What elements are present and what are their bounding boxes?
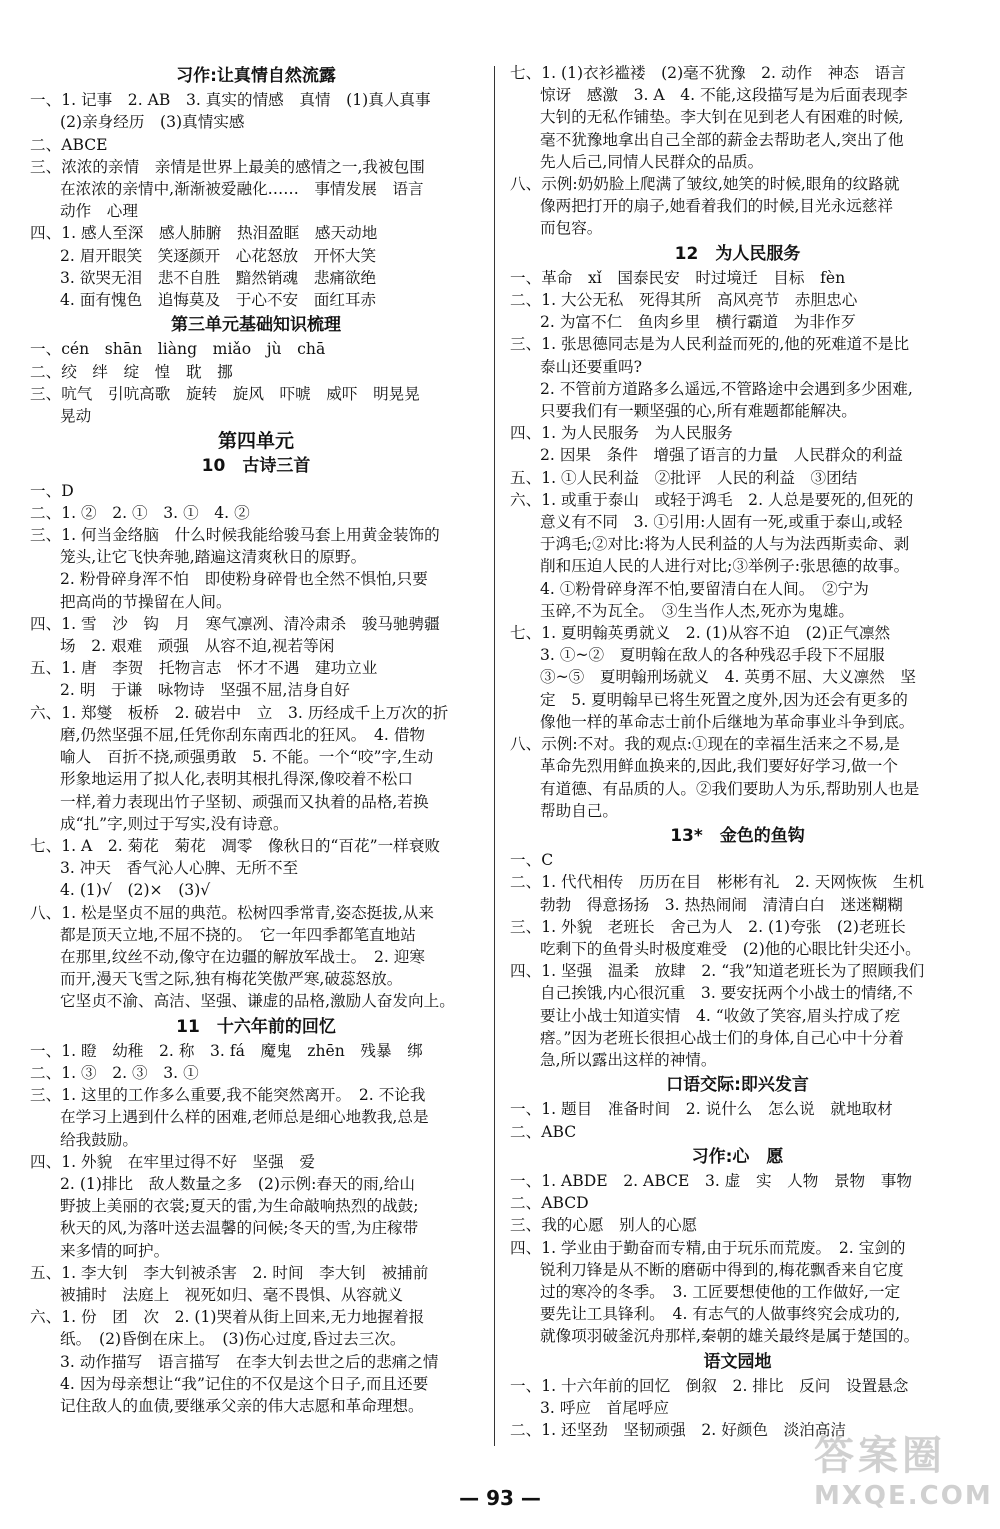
answer-line: 七、1. (1)衣衫褴褛 (2)毫不犹豫 2. 动作 神态 语言 [510, 64, 906, 82]
watermark-top: 答案圈 [814, 1433, 946, 1479]
answer-line-continued: 3. 呼应 首尾呼应 [540, 1398, 669, 1417]
answer-line-continued: 2. 为富不仁 鱼肉乡里 横行霸道 为非作歹 [540, 313, 857, 332]
watermark-logo [814, 1431, 994, 1521]
answer-line: 二、ABCD [510, 1194, 589, 1213]
answer-line: 二、1. ③ 2. ③ 3. ① [30, 1063, 199, 1082]
answer-line-continued: 大钊的无私作铺垫。李大钊在见到老人有困难的时候, [540, 108, 904, 127]
answer-line-continued: 玉碎,不为瓦全。 ③生当作人杰,死亦为鬼雄。 [540, 601, 854, 620]
answer-line: 三、我的心愿 别人的心愿 [510, 1216, 698, 1235]
answer-line: 三、1. 这里的工作多么重要,我不能突然离开。 2. 不论我 [30, 1086, 426, 1105]
answer-line: 四、1. 学业由于勤奋而专精,由于玩乐而荒废。 2. 宝剑的 [510, 1238, 906, 1257]
answer-line: 一、革命 xǐ 国泰民安 时过境迁 目标 fèn [510, 268, 846, 287]
answer-line-continued: 4. (1)√ (2)× (3)√ [60, 881, 211, 900]
answer-line-continued: 泰山还要重吗? [540, 357, 642, 376]
answer-line-continued: 而开,漫天飞雪之际,独有梅花笑傲严寒,破蕊怒放。 [60, 970, 403, 989]
answer-line-continued: 2. 眉开眼笑 笑逐颜开 心花怒放 开怀大笑 [60, 246, 377, 265]
answer-line-continued: 野披上美丽的衣裳;夏天的雷,为生命敲响热烈的战鼓; [60, 1197, 419, 1216]
answer-line: 四、1. 坚强 温柔 放肆 2. “我”知道老班长为了照顾我们 [510, 962, 925, 981]
answer-line-continued: 2. 粉骨碎身浑不怕 即使粉身碎骨也全然不惧怕,只要 [60, 570, 428, 589]
answer-line-continued: 3. 动作描写 语言描写 在李大钊去世之后的悲痛之情 [60, 1352, 439, 1371]
answer-line-continued: 3. 冲天 香气沁人心脾、无所不至 [60, 859, 299, 878]
answer-line-continued: 在浓浓的亲情中,渐渐被爱融化…… 事情发展 语言 [60, 180, 424, 199]
answer-line-continued: 3. 欲哭无泪 悲不自胜 黯然销魂 悲痛欲绝 [60, 268, 377, 287]
answer-line-continued: 帮助自己。 [540, 801, 618, 820]
answer-line: 二、绞 绊 绽 惶 耽 挪 [30, 362, 233, 381]
answer-line-continued: 要先让工具锋利。 4. 有志气的人做事终究会成功的, [540, 1305, 901, 1324]
answer-line-continued: 在那里,纹丝不动,像守在边疆的解放军战士。 2. 迎寒 [60, 947, 426, 966]
answer-line-continued: 2. (1)排比 敌人数量之多 (2)示例:春天的雨,给山 [60, 1174, 415, 1193]
answer-line-continued: 锐利刀锋是从不断的磨砺中得到的,梅花飘香来自它度 [540, 1260, 904, 1279]
answer-line: 二、ABC [510, 1122, 577, 1141]
answer-line-continued: 纸。 (2)昏倒在床上。 (3)伤心过度,昏过去三次。 [60, 1330, 406, 1349]
answer-line: 三、1. 外貌 老班长 舍己为人 2. (1)夸张 (2)老班长 [510, 917, 906, 936]
answer-line: 一、1. 瞪 幼稚 2. 称 3. fá 魔鬼 zhēn 残暴 绑 [30, 1041, 423, 1060]
answer-line-continued: 就像项羽破釜沉舟那样,秦朝的雄关最终是属于楚国的。 [540, 1327, 920, 1346]
answer-line: 一、1. 十六年前的回忆 倒叙 2. 排比 反问 设置悬念 [510, 1376, 909, 1395]
answer-line-continued: (2)亲身经历 (3)真情实感 [60, 113, 245, 132]
answer-line-continued: 于鸿毛;②对比:将为人民利益的人与为法西斯卖命、剥 [540, 535, 910, 554]
answer-line-continued: 4. ①粉骨碎身浑不怕,要留清白在人间。 ②宁为 [540, 579, 869, 598]
answer-line: 一、C [510, 851, 554, 870]
answer-line: 五、1. 唐 李贺 托物言志 怀才不遇 建功立业 [30, 659, 378, 678]
section-heading: 口语交际:即兴发言 [666, 1075, 809, 1096]
answer-line: 二、1. 代代相传 历历在目 彬彬有礼 2. 天网恢恢 生机 [510, 873, 924, 892]
answer-line-continued: 2. 因果 条件 增强了语言的力量 人民群众的利益 [540, 446, 903, 465]
answer-line: 六、1. 份 团 次 2. (1)哭着从街上回来,无力地握着报 [30, 1308, 425, 1327]
answer-line: 八、示例:奶奶脸上爬满了皱纹,她笑的时候,眼角的纹路就 [510, 175, 900, 194]
answer-line: 一、1. ABDE 2. ABCE 3. 虚 实 人物 景物 事物 [510, 1171, 912, 1190]
answer-line: 一、cén shān liàng miǎo jù chā [30, 340, 326, 359]
answer-line-continued: 它坚贞不渝、高洁、坚强、谦虚的品格,激励人奋发向上。 [60, 992, 455, 1011]
answer-line: 五、1. ①人民利益 ②批评 人民的利益 ③团结 [510, 468, 858, 487]
answer-line: 一、1. 记事 2. AB 3. 真实的情感 真情 (1)真人真事 [30, 91, 431, 110]
answer-line-continued: 喻人 百折不挠,顽强勇敢 5. 不能。一个“咬”字,生动 [60, 748, 434, 767]
answer-line-continued: 自己挨饿,内心很沉重 3. 要安抚两个小战士的情绪,不 [540, 984, 913, 1003]
answer-line: 二、1. ② 2. ① 3. ① 4. ② [30, 503, 250, 522]
answer-line-continued: 革命先烈用鲜血换来的,因此,我们要好好学习,做一个 [540, 757, 898, 776]
answer-line-continued: 先人后己,同情人民群众的品质。 [540, 152, 764, 171]
answer-line-continued: 要让小战士知道实情 4. “收敛了笑容,眉头拧成了疙 [540, 1006, 901, 1025]
answer-line-continued: 过的寒冷的冬季。 3. 工匠要想使他的工作做好,一定 [540, 1282, 901, 1301]
answer-line-continued: 被捕时 法庭上 视死如归、毫不畏惧、从容就义 [60, 1285, 404, 1304]
left-column [30, 62, 482, 1417]
answer-line-continued: 毫不犹豫地拿出自己全部的薪金去帮助老人,突出了他 [540, 130, 904, 149]
answer-line: 一、1. 题目 准备时间 2. 说什么 怎么说 就地取材 [510, 1100, 893, 1119]
answer-line-continued: 4. 面有愧色 追悔莫及 于心不安 面红耳赤 [60, 291, 377, 310]
answer-line-continued: 2. 明 于谦 咏物诗 坚强不屈,洁身自好 [60, 681, 350, 700]
answer-line-continued: 像他一样的革命志士前仆后继地为革命事业斗争到底。 [540, 712, 915, 731]
section-heading: 13* 金色的鱼钩 [670, 825, 805, 846]
answer-line-continued: 动作 心理 [60, 202, 138, 221]
answer-line: 七、1. 夏明翰英勇就义 2. (1)从容不迫 (2)正气凛然 [510, 624, 891, 643]
section-heading: 第三单元基础知识梳理 [171, 315, 341, 336]
answer-line: 八、1. 松是坚贞不屈的典范。松树四季常青,姿态挺拔,从来 [30, 903, 434, 922]
answer-line-continued: ③~⑤ 夏明翰刑场就义 4. 英勇不屈、大义凛然 坚 [540, 668, 916, 687]
answer-line: 八、示例:不对。我的观点:①现在的幸福生活来之不易,是 [510, 735, 900, 754]
answer-line: 二、ABCE [30, 135, 108, 154]
answer-line-continued: 吃剩下的鱼骨头时极度难受 (2)他的心眼比针尖还小。 [540, 939, 921, 958]
answer-line: 三、吭气 引吭高歌 旋转 旋风 吓唬 威吓 明晃晃 [30, 384, 420, 403]
answer-line: 七、1. A 2. 菊花 菊花 凋零 像秋日的“百花”一样衰败 [30, 836, 440, 855]
answer-line-continued: 像两把打开的扇子,她看着我们的时候,目光永远慈祥 [540, 197, 893, 216]
section-heading: 习作:让真情自然流露 [176, 66, 336, 86]
answer-line-continued: 2. 不管前方道路多么遥远,不管路途中会遇到多少困难, [540, 379, 913, 398]
answer-line-continued: 惊讶 感激 3. A 4. 不能,这段描写是为后面表现李 [540, 86, 908, 105]
answer-line: 二、1. 还坚劲 坚韧顽强 2. 好颜色 淡泊高洁 [510, 1421, 846, 1440]
answer-line-continued: 4. 因为母亲想让“我”记住的不仅是这个日子,而且还要 [60, 1374, 429, 1393]
answer-line-continued: 只要我们有一颗坚强的心,所有难题都能解决。 [540, 402, 857, 421]
answer-line: 三、1. 何当金络脑 什么时候我能给骏马套上用黄金装饰的 [30, 526, 440, 545]
section-heading: 语文园地 [703, 1351, 772, 1372]
watermark-bottom: MXQE.COM [814, 1481, 993, 1511]
answer-line: 六、1. 或重于泰山 或轻于鸿毛 2. 人总是要死的,但死的 [510, 490, 914, 509]
answer-line-continued: 急,所以露出这样的神情。 [540, 1050, 717, 1069]
answer-line: 四、1. 感人至深 感人肺腑 热泪盈眶 感天动地 [30, 224, 378, 243]
answer-line-continued: 形象地运用了拟人化,表明其根扎得深,像咬着不松口 [60, 770, 413, 789]
answer-line-continued: 有道德、有品质的人。②我们要助人为乐,帮助别人也是 [540, 779, 920, 798]
section-heading: 11 十六年前的回忆 [176, 1016, 336, 1037]
section-heading: 10 古诗三首 [201, 456, 311, 477]
answer-line-continued: 3. ①~② 夏明翰在敌人的各种残忍手段下不屈服 [540, 646, 885, 665]
answer-line-continued: 都是顶天立地,不屈不挠的。 它一年四季都笔直地站 [60, 925, 416, 944]
unit-heading: 第四单元 [217, 430, 294, 453]
answer-line-continued: 来多情的呵护。 [60, 1241, 170, 1260]
answer-line-continued: 而包容。 [540, 219, 603, 238]
answer-line-continued: 场 2. 艰难 顽强 从容不迫,视若等闲 [60, 637, 335, 656]
answer-line: 五、1. 李大钊 李大钊被杀害 2. 时间 李大钊 被捕前 [30, 1263, 429, 1282]
section-heading: 习作:心 愿 [691, 1146, 784, 1167]
answer-line: 二、1. 大公无私 死得其所 高风亮节 赤胆忠心 [510, 291, 858, 310]
answer-line: 四、1. 外貌 在牢里过得不好 坚强 爱 [30, 1152, 315, 1171]
answer-line-continued: 秋天的风,为落叶送去温馨的问候;冬天的雪,为庄稼带 [60, 1219, 419, 1238]
answer-line-continued: 磨,仍然坚强不屈,任凭你刮东南西北的狂风。 4. 借物 [60, 725, 426, 744]
answer-line-continued: 给我鼓励。 [60, 1130, 138, 1149]
answer-line-continued: 勃勃 得意扬扬 3. 热热闹闹 清清白白 迷迷糊糊 [540, 895, 903, 914]
answer-line-continued: 意义有不同 3. ①引用:人固有一死,或重于泰山,或轻 [540, 513, 903, 532]
answer-line-continued: 成“扎”字,则过于写实,没有诗意。 [60, 814, 289, 833]
answer-line-continued: 笼头,让它飞快奔驰,踏遍这清爽秋日的原野。 [60, 548, 367, 567]
section-heading: 12 为人民服务 [674, 243, 801, 264]
answer-line: 四、1. 为人民服务 为人民服务 [510, 424, 733, 443]
answer-line-continued: 定 5. 夏明翰早已将生死置之度外,因为还会有更多的 [540, 690, 908, 709]
answer-line-continued: 晃动 [60, 407, 92, 426]
answer-line-continued: 瘩。”因为老班长很担心战士们的身体,自己心中十分着 [540, 1028, 904, 1047]
answer-line-continued: 记住敌人的血债,要继承父亲的伟大志愿和革命理想。 [60, 1396, 424, 1415]
answer-line-continued: 削和压迫人民的人进行对比;③举例子:张思德的故事。 [540, 557, 910, 576]
answer-line: 一、D [30, 481, 74, 500]
column-divider [494, 66, 495, 1446]
right-column [510, 62, 965, 1441]
answer-line-continued: 把高尚的节操留在人间。 [60, 592, 232, 611]
answer-line: 三、浓浓的亲情 亲情是世界上最美的感情之一,我被包围 [30, 157, 425, 176]
page-number: — 93 — [459, 1486, 541, 1510]
answer-line: 六、1. 郑燮 板桥 2. 破岩中 立 3. 历经成千上万次的折 [30, 703, 449, 722]
answer-line-continued: 一样,着力表现出竹子坚韧、顽强而又执着的品格,若换 [60, 792, 429, 811]
answer-line-continued: 在学习上遇到什么样的困难,老师总是细心地教我,总是 [60, 1108, 429, 1127]
answer-line: 三、1. 张思德同志是为人民利益而死的,他的死难道不是比 [510, 335, 910, 354]
answer-line: 四、1. 雪 沙 钩 月 寒气凛冽、清冷肃杀 骏马驰骋疆 [30, 614, 440, 633]
